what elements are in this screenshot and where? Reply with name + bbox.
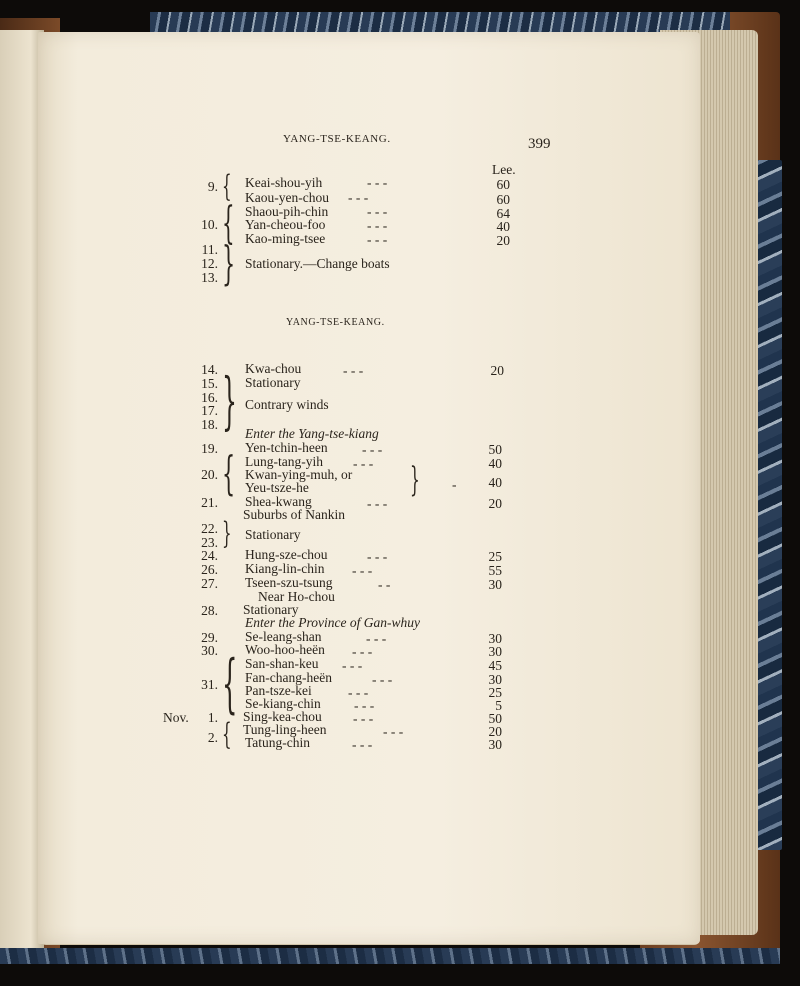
day-label: 31. xyxy=(201,677,218,692)
lee-value: 5 xyxy=(495,698,502,713)
day-label: 9. xyxy=(207,179,218,194)
day-label: 26. xyxy=(201,562,218,577)
leader-dashes: - - - xyxy=(367,549,388,564)
section-title: YANG-TSE-KEANG. xyxy=(286,317,385,328)
leader-dash: - xyxy=(452,477,457,492)
place-name: Keai-shou-yih xyxy=(245,175,323,190)
marbled-edge-top xyxy=(150,12,730,34)
place-name: Se-kiang-chin xyxy=(245,696,321,711)
brace: { xyxy=(222,198,235,249)
lee-value: 40 xyxy=(488,456,502,471)
place-name: Near Ho-chou xyxy=(258,589,335,604)
day-label: 19. xyxy=(201,441,218,456)
lee-value: 30 xyxy=(488,577,502,592)
place-name: Yeu-tsze-he xyxy=(245,480,309,495)
place-name: Kwa-chou xyxy=(245,361,302,376)
leader-dashes: - - - xyxy=(366,631,387,646)
day-label: 24. xyxy=(201,548,218,563)
day-label: 1. xyxy=(207,710,218,725)
leader-dashes: - - - xyxy=(367,232,388,247)
day-label: 29. xyxy=(201,630,218,645)
place-name: Hung-sze-chou xyxy=(245,547,328,562)
month-label: Nov. xyxy=(163,710,189,725)
day-label: 20. xyxy=(201,467,218,482)
book-page xyxy=(38,32,700,944)
leader-dashes: - - - xyxy=(383,724,404,739)
place-name: Contrary winds xyxy=(245,397,329,412)
day-label: 21. xyxy=(201,495,218,510)
page-number: 399 xyxy=(528,136,551,152)
lee-value: 20 xyxy=(490,363,504,378)
day-label: 30. xyxy=(201,643,218,658)
leader-dashes: - - - xyxy=(352,737,373,752)
place-name: Yen-tchin-heen xyxy=(245,440,328,455)
day-label: 14. xyxy=(201,362,218,377)
running-header: YANG-TSE-KEANG. xyxy=(283,133,391,145)
day-label: 13. xyxy=(201,270,218,285)
lee-value: 60 xyxy=(496,177,510,192)
leader-dashes: - - - xyxy=(352,563,373,578)
leader-dashes: - - - xyxy=(342,658,363,673)
day-label: 2. xyxy=(207,730,218,745)
leader-dashes: - - - xyxy=(367,204,388,219)
lee-value: 25 xyxy=(488,549,502,564)
place-name: San-shan-keu xyxy=(245,656,319,671)
leader-dashes: - - - xyxy=(367,496,388,511)
place-name: Stationary xyxy=(245,527,301,542)
place-name: Stationary xyxy=(245,375,301,390)
leader-dashes: - - - xyxy=(353,711,374,726)
place-name: Yan-cheou-foo xyxy=(245,217,326,232)
brace: { xyxy=(222,647,238,721)
day-label: 18. xyxy=(201,417,218,432)
lee-value: 25 xyxy=(488,685,502,700)
brace: } xyxy=(410,460,420,500)
leader-dashes: - - - xyxy=(353,456,374,471)
lee-value: 30 xyxy=(488,672,502,687)
leader-dashes: - - - xyxy=(348,685,369,700)
section-note: Enter the Yang-tse-kiang xyxy=(245,426,379,441)
leader-dashes: - - xyxy=(378,577,391,592)
lee-value: 50 xyxy=(488,711,502,726)
place-name: Se-leang-shan xyxy=(245,629,322,644)
unit-label: Lee. xyxy=(492,162,516,177)
place-name: Tatung-chin xyxy=(245,735,311,750)
brace: { xyxy=(222,446,236,500)
lee-value: 30 xyxy=(488,737,502,752)
lee-value: 40 xyxy=(488,475,502,490)
place-name: Suburbs of Nankin xyxy=(243,507,345,522)
day-label: 15. xyxy=(201,376,218,391)
section-note: Enter the Province of Gan-whuy xyxy=(245,615,420,630)
place-name: Tung-ling-heen xyxy=(243,722,327,737)
lee-value: 50 xyxy=(488,442,502,457)
place-name: Stationary.—Change boats xyxy=(245,256,390,271)
lee-value: 60 xyxy=(496,192,510,207)
place-name: Sing-kea-chou xyxy=(243,709,322,724)
place-name: Fan-chang-heën xyxy=(245,670,332,685)
lee-value: 45 xyxy=(488,658,502,673)
brace: { xyxy=(222,717,232,752)
day-label: 16. xyxy=(201,390,218,405)
day-label: 27. xyxy=(201,576,218,591)
day-label: 10. xyxy=(201,217,218,232)
day-label: 17. xyxy=(201,403,218,418)
leader-dashes: - - - xyxy=(372,672,393,687)
lee-value: 64 xyxy=(496,206,510,221)
leader-dashes: - - - xyxy=(352,644,373,659)
day-label: 22. xyxy=(201,521,218,536)
lee-value: 20 xyxy=(488,496,502,511)
place-name: Stationary xyxy=(243,602,299,617)
leader-dashes: - - - xyxy=(343,363,364,378)
leader-dashes: - - - xyxy=(348,190,369,205)
place-name: Kiang-lin-chin xyxy=(245,561,325,576)
lee-value: 20 xyxy=(488,724,502,739)
place-name: Shaou-pih-chin xyxy=(245,204,329,219)
day-label: 12. xyxy=(201,256,218,271)
day-label: 11. xyxy=(201,242,218,257)
marbled-edge-bottom xyxy=(0,948,780,964)
place-name: Kaou-yen-chou xyxy=(245,190,329,205)
leader-dashes: - - - xyxy=(367,175,388,190)
leader-dashes: - - - xyxy=(354,698,375,713)
brace: } xyxy=(222,236,236,290)
place-name: Woo-hoo-heën xyxy=(245,642,325,657)
place-name: Lung-tang-yih xyxy=(245,454,323,469)
leader-dashes: - - - xyxy=(367,218,388,233)
brace: { xyxy=(222,169,232,204)
place-name: Kao-ming-tsee xyxy=(245,231,326,246)
brace: } xyxy=(222,516,232,551)
lee-value: 30 xyxy=(488,644,502,659)
place-name: Pan-tsze-kei xyxy=(245,683,312,698)
lee-value: 55 xyxy=(488,563,502,578)
lee-value: 20 xyxy=(496,233,510,248)
place-name: Tseen-szu-tsung xyxy=(245,575,333,590)
lee-value: 30 xyxy=(488,631,502,646)
place-name: Kwan-ying-muh, or xyxy=(245,467,353,482)
place-name: Shea-kwang xyxy=(245,494,312,509)
day-label: 28. xyxy=(201,603,218,618)
day-label: 23. xyxy=(201,535,218,550)
lee-value: 40 xyxy=(496,219,510,234)
brace: } xyxy=(222,364,237,437)
leader-dashes: - - - xyxy=(362,442,383,457)
